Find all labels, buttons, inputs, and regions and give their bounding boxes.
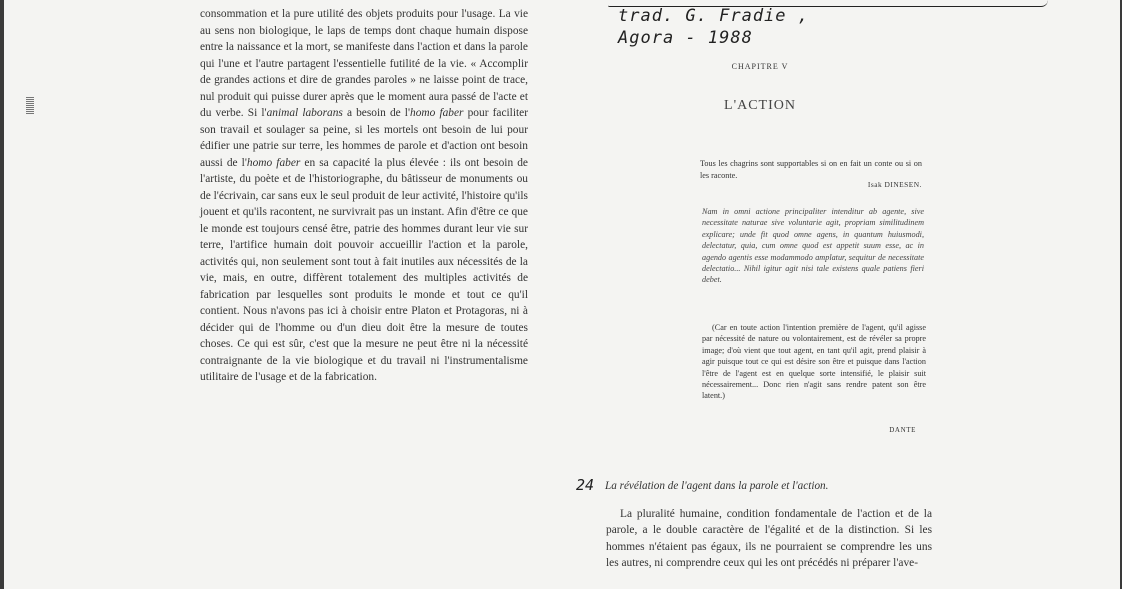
left-text-part-3: pour faciliter son travail et soulager sa peine, si les mortels ont besoin de lui pour édifier une patrie sur terre, les hommes de parole et d'action ont besoin aussi de l'	[200, 107, 529, 169]
left-column-text	[200, 6, 528, 386]
epigraph-author: Isak DINESEN.	[867, 180, 922, 189]
handwritten-line-1: trad. G. Fradie ,	[618, 6, 809, 26]
translation-text: (Car en toute action l'intention première de l'agent, qu'il agisse par nécessité de nature ou volontairement, est de révéler sa propre image; d'où vient que tout agent, en tant qu'il agit, prend plaisir à agir puisque tout ce qui est désire son être et puisque dans l'action l'être de l'agent est en quelque sorte intensifié, le plaisir suit nécessairement... Donc rien n'agit sans rendre patent son être latent.)	[702, 323, 926, 401]
italic-homo-faber-1: homo faber	[410, 107, 464, 119]
scan-left-border	[0, 0, 4, 589]
left-paragraph	[200, 6, 528, 386]
italic-animal-laborans: animal laborans	[266, 107, 343, 119]
latin-quote: Nam in omni actione principaliter intenditur ab agente, sive necessitate naturae sive voluntarie agit, propriam similitudinem explicare; unde fit quod omne agens, in quantum huiusmodi, delectatur, quia, cum omne quod est appetit suum esse, ac in agendo agentis esse modammodo amplatur, sequitur de necessitate delectatio... Nihil igitur agit nisi tale existens quale patiens fieri debet.	[702, 207, 924, 285]
right-paragraph: La pluralité humaine, condition fondamentale de l'action et de la parole, a le double caractère de l'égalité et de la distinction. Si les hommes n'étaient pas égaux, ils ne pourraient se comprendre les uns les autres, ni comprendre ceux qui les ont précédés ni préparer l'ave-	[606, 508, 932, 570]
right-body-text	[606, 506, 932, 572]
chapter-label: CHAPITRE V	[731, 62, 789, 71]
italic-homo-faber-2: homo faber	[246, 156, 301, 169]
section-number-handwritten: 24	[576, 476, 595, 494]
scan-artifact-mark	[26, 96, 34, 114]
left-text-part-4: en sa capacité la plus élevée : ils ont besoin de l'artiste, du poète et de l'historiographe, du bâtisseur de monuments ou de l'écrivain, car sans eux le seul produit de leur activité, l'histoire qu'ils jouent et qu'ils racontent, ne survivrait pas un instant. Afin d'être ce que le monde est toujours censé être, patrie des hommes durant leur vie sur terre, l'artifice humain doit pouvoir accueillir l'action et la parole, activités qui, non seulement sont tout à fait inutiles aux nécessités de la vie, mais, en outre, diffèrent totalement des multiples activités de fabrication par lesquelles sont produits le monde et tout ce qu'il contient. Nous n'avons pas ici à choisir entre Platon et Protagoras, ni à décider qui de l'homme ou d'un dieu doit être la mesure de toutes choses. Ce qui est sûr, c'est que la mesure ne peut être ni la nécessité contraignante de la vie biologique et du travail ni l'instrumentalisme utilitaire de l'usage et de la fabrication.	[200, 156, 528, 383]
handwritten-line-2: Agora - 1988	[618, 28, 753, 48]
left-text-part-1: consommation et la pure utilité des objets produits pour l'usage. La vie au sens non biologique, le laps de temps dont chaque humain dispose entre la naissance et la mort, se manifeste dans l'action et dans la parole qui l'une et l'autre partagent l'essentielle futilité de la vie. « Accomplir de grandes actions et dire de grandes paroles » ne laisse point de trace, nul produit qui puisse durer après que le moment aura passé de l'acte et du verbe. Si l'	[200, 8, 528, 119]
epigraph-text: Tous les chagrins sont supportables si on en fait un conte ou si on les raconte.	[700, 159, 922, 180]
chapter-title: L'ACTION	[724, 98, 796, 113]
left-text-part-2: a besoin de l'	[342, 107, 411, 119]
translation-author: DANTE	[889, 426, 916, 434]
handwritten-annotation	[600, 0, 1060, 50]
section-title: La révélation de l'agent dans la parole et l'action.	[605, 480, 829, 492]
